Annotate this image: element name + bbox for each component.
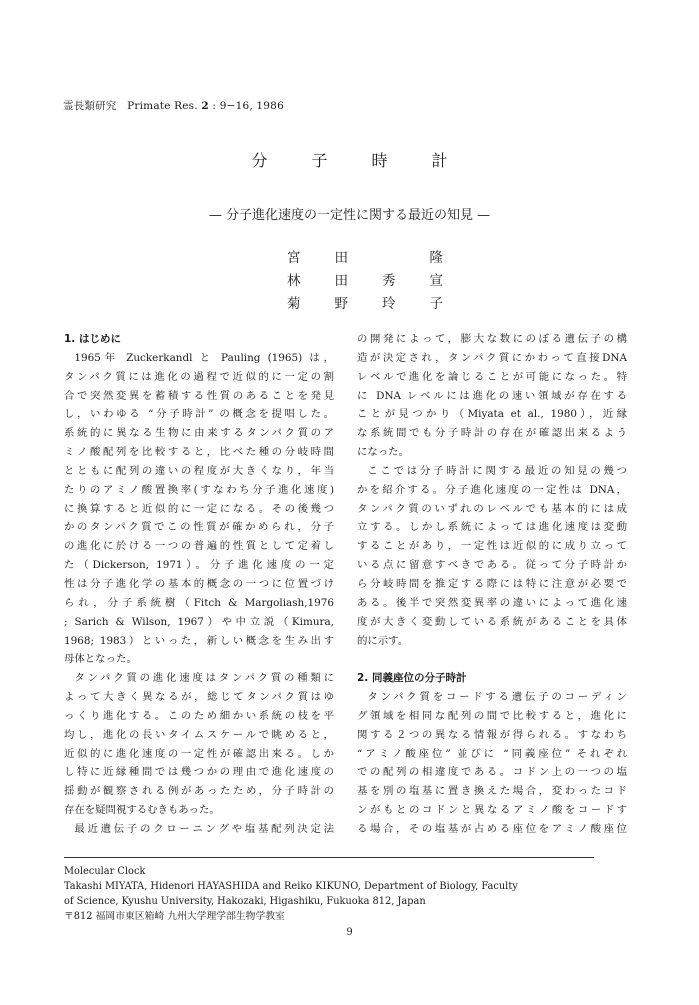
author-char: [365, 246, 413, 269]
text-line: いる点に留意すべきである。従って分子時計か: [357, 559, 627, 572]
text-line: ら分岐時間を推定する際には特に注意が必要で: [357, 577, 627, 590]
text-line: することがあり，一定性は近似的に成り立って: [357, 540, 627, 553]
text-line: レベルで進化を論じることが可能になった。特: [357, 370, 627, 383]
text-line: 立する。しかし系統によっては進化速度は変動: [357, 521, 627, 534]
text-line: 存在を疑問視するむきもあった。: [64, 804, 220, 817]
text-line: “アミノ酸座位” 並びに “同義座位” それぞれ: [357, 747, 627, 760]
text-line: 近似的に進化速度の一定性が確認出来る。しか: [64, 747, 334, 760]
journal-header: [63, 98, 284, 113]
text-line: 合で突然変異を蓄積する性質のあることを発見: [64, 389, 334, 402]
author-char: 林: [287, 273, 301, 289]
paper-subtitle: — 分子進化速度の一定性に関する最近の知見 —: [208, 208, 491, 223]
text-line: ことが見つかり（Miyata et al., 1980），近縁: [357, 408, 627, 421]
text-line: ミノ酸配列を比較すると，比べた種の分岐時間: [64, 446, 334, 459]
text-line: かのタンパク質でこの性質が確かめられ，分子: [64, 521, 334, 534]
text-line: 関する２つの異なる情報が得られる。すなわち: [357, 728, 627, 741]
author-char: 菊: [287, 296, 301, 312]
text-line: タンパク質のいずれのレベルでも基本的には成: [357, 502, 627, 515]
text-line: 度が大きく変動している系統があることを具体: [357, 615, 627, 628]
journal-year: 1986: [256, 100, 284, 112]
footnote-divider: [64, 857, 594, 858]
text-line: タンパク質の進化速度はタンパク質の種類に: [74, 672, 334, 685]
author-char: 田: [334, 273, 348, 289]
text-line: 1968; 1983）といった，新しい概念を生み出す: [64, 634, 334, 647]
author-char: 子: [429, 296, 443, 312]
text-line: ある。後半で突然変異率の違いによって進化速: [357, 596, 627, 609]
author-affiliation: Takashi MIYATA, Hidenori HAYASHIDA and Reiko KIKUNO, Department of Biology, Faculty: [64, 881, 518, 892]
text-line: 1965年 Zuckerkandl と Pauling (1965) は，: [74, 351, 334, 364]
journal-name-en: Primate Res.: [127, 100, 198, 112]
page-number: 9: [346, 927, 353, 938]
text-line: ンがもとのコドンと異なるアミノ酸をコードす: [357, 804, 627, 817]
text-line: タンパク質には進化の過程で近似的に一定の割: [64, 370, 334, 383]
text-line: かを紹介する。分子進化速度の一定性は DNA，: [357, 483, 627, 496]
english-title: Molecular Clock: [64, 866, 146, 877]
author-char: 野: [334, 296, 348, 312]
text-line: ここでは分子時計に関する最近の知見の幾つ: [367, 464, 627, 477]
text-line: の進化に於ける一つの普遍的性質として定着し: [64, 540, 334, 553]
text-line: し特に近縁種間では幾つかの理由で進化速度の: [64, 766, 334, 779]
text-line: に換算すると近似的に一定になる。その後幾つ: [64, 502, 334, 515]
author-char: 宮: [287, 250, 301, 266]
section-heading-synonymous-sites: 2. 同義座位の分子時計: [357, 672, 467, 685]
text-line: になった。: [357, 446, 409, 459]
author-affiliation-cont: of Science, Kyushu University, Hakozaki, Higashiku, Fukuoka 812, Japan: [64, 896, 426, 907]
text-line: る場合，その塩基が占める座位をアミノ酸座位: [357, 822, 627, 835]
author-char: 宣: [429, 273, 443, 289]
text-line: タンパク質をコードする遺伝子のコーディン: [367, 691, 627, 704]
text-line: 最近遺伝子のクローニングや塩基配列決定法: [74, 822, 334, 835]
text-line: よって大きく異なるが，総じてタンパク質はゆ: [64, 691, 334, 704]
journal-volume: 2: [201, 100, 209, 112]
text-line: し，いわゆる “分子時計” の概念を提唱した。: [64, 408, 334, 421]
text-line: 性は分子進化学の基本的概念の一つに位置づけ: [64, 577, 334, 590]
author-kikuno: [270, 292, 460, 315]
text-line: 造が決定され，タンパク質にかわって直接DNA: [357, 351, 627, 364]
author-char: 田: [334, 250, 348, 266]
text-line: っくり進化する。このため細かい系統の枝を平: [64, 709, 334, 722]
text-line: たりのアミノ酸置換率(すなわち分子進化速度): [64, 483, 334, 496]
text-line: グ領域を相同な配列の間で比較すると，進化に: [357, 709, 627, 722]
author-hayashida: [270, 269, 460, 292]
text-line: 母体となった。: [64, 653, 137, 666]
text-line: 揺動が観察される例があったため，分子時計の: [64, 785, 334, 798]
text-line: 基を別の塩基に置き換えた場合，変わったコド: [357, 785, 627, 798]
author-miyata: [270, 246, 460, 269]
section-heading-introduction: 1. はじめに: [64, 333, 121, 345]
footnote-block: [64, 864, 518, 924]
text-line: ; Sarich & Wilson, 1967）や中立説（Kimura,: [64, 615, 334, 628]
author-char: 隆: [429, 250, 443, 266]
author-char: 秀: [382, 273, 396, 289]
japanese-address: 〒812 福岡市東区箱崎 九州大学理学部生物学教室: [64, 911, 285, 922]
journal-name-ja: 霊長類研究: [63, 100, 117, 112]
journal-pages: : 9−16,: [212, 100, 253, 112]
text-line: な系統間でも分子時計の存在が確認出来るよう: [357, 427, 627, 440]
author-list: [270, 246, 460, 315]
paper-title: 分子時計: [251, 151, 492, 170]
left-column: [64, 330, 334, 839]
text-line: での配列の相違度である。コドン上の一つの塩: [357, 766, 627, 779]
text-line: た（Dickerson, 1971）。分子進化速度の一定: [64, 559, 334, 572]
author-char: 玲: [382, 296, 396, 312]
paragraph-gap: [357, 650, 627, 669]
text-line: の開発によって，膨大な数にのぼる遺伝子の構: [357, 333, 627, 345]
text-line: られ，分子系統樹（Fitch & Margoliash,1976: [64, 596, 334, 609]
right-column: [357, 330, 627, 839]
text-line: 均し，進化の長いタイムスケールで眺めると，: [64, 728, 334, 741]
text-line: 的に示す。: [357, 634, 409, 647]
text-line: 系統的に異なる生物に由来するタンパク質のア: [64, 427, 334, 440]
text-line: に DNA レベルには進化の速い領域が存在する: [357, 389, 627, 402]
text-line: とともに配列の違いの程度が大きくなり，年当: [64, 464, 334, 477]
